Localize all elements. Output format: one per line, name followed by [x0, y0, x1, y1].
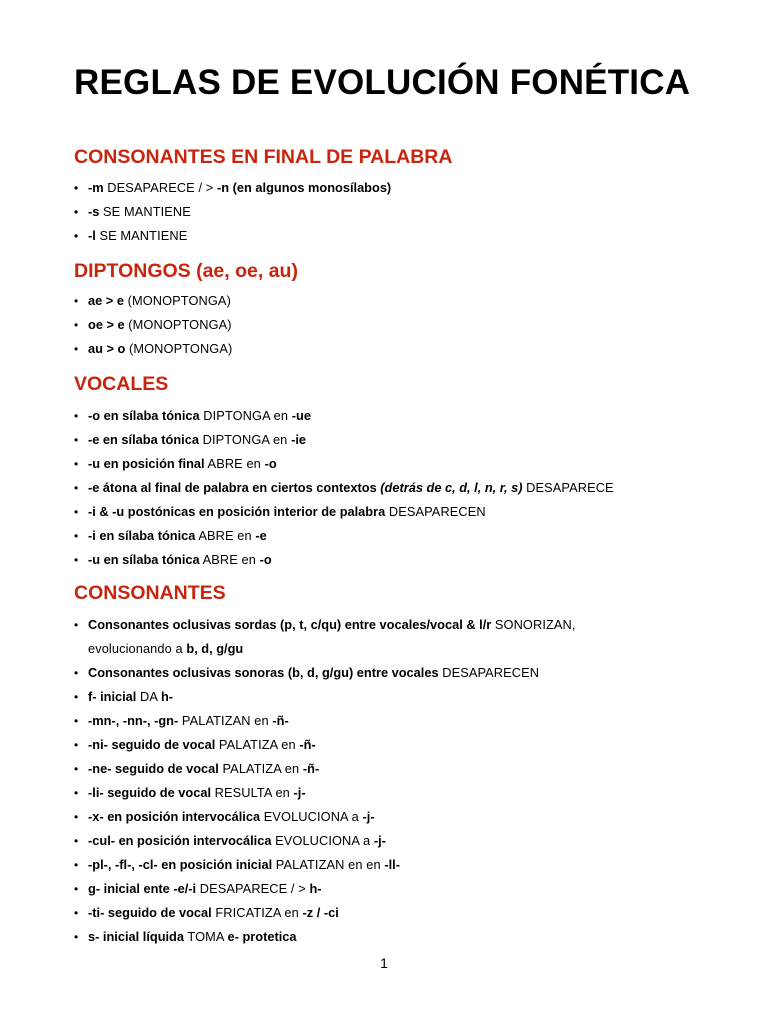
rule-item — [74, 337, 714, 361]
rule-result-text: DESAPARECE — [522, 480, 614, 495]
section-consonantes-final — [74, 145, 714, 248]
rule-result-text: TOMA — [184, 929, 228, 944]
rule-term-text: (detrás de c, d, l, n, r, s) — [380, 480, 523, 495]
rule-result-text: (MONOPTONGA) — [125, 341, 233, 356]
rule-term-text: -ie — [291, 432, 306, 447]
rule-term-text: s- inicial líquida — [88, 929, 184, 944]
rule-item — [74, 685, 714, 709]
rule-term-text: oe > e — [88, 317, 125, 332]
rule-item — [74, 661, 714, 685]
rule-term-text: -ti- seguido de vocal — [88, 905, 212, 920]
rule-result-text: DESAPARECE / > — [196, 881, 310, 896]
rule-item — [74, 877, 714, 901]
rule-term-text: h- — [160, 689, 174, 704]
rule-item — [74, 452, 714, 476]
rule-term-text: -u en posición final — [88, 456, 205, 471]
rule-result-text: DESAPARECEN — [438, 665, 540, 680]
rule-term-text: -cul- en posición intervocálica — [88, 833, 272, 848]
rule-term-text: -ni- seguido de vocal — [88, 737, 216, 752]
rule-term-text: -ue — [291, 408, 311, 423]
rule-result-text: DIPTONGA en — [198, 432, 292, 447]
rule-term-text: -pl-, -fl-, -cl- en posición inicial — [88, 857, 273, 872]
rule-item — [74, 313, 714, 337]
rule-term-text: -e átona al final de palabra en ciertos contextos — [88, 480, 381, 495]
rule-term-text: -l — [88, 228, 96, 243]
rule-item — [74, 176, 714, 200]
section-diptongos — [74, 259, 714, 361]
section-vocales — [74, 372, 714, 572]
rule-term-text: au > o — [88, 341, 126, 356]
rule-continuation-line — [88, 637, 648, 661]
document-title: REGLAS DE EVOLUCIÓN FONÉTICA — [74, 63, 691, 102]
rule-term-text: -ll- — [384, 857, 400, 872]
rule-result-text: FRICATIZA en — [211, 905, 303, 920]
section-heading: CONSONANTES EN FINAL DE PALABRA — [74, 146, 453, 168]
rule-term-text: -i & -u postónicas en posición interior de palabra — [88, 504, 386, 519]
rule-item — [74, 781, 714, 805]
rule-term-text: -s — [88, 204, 100, 219]
rule-term-text: -m — [88, 180, 104, 195]
rule-term-text: -j- — [293, 785, 306, 800]
rule-list — [74, 613, 714, 949]
rule-item — [74, 733, 714, 757]
rule-result-text: RESULTA en — [211, 785, 294, 800]
rule-item — [74, 524, 714, 548]
rule-result-text: (MONOPTONGA) — [123, 293, 231, 308]
rule-item — [74, 404, 714, 428]
rule-item — [74, 500, 714, 524]
rule-term-text: -e — [255, 528, 267, 543]
rule-term-text: f- inicial — [88, 689, 137, 704]
rule-term-text: b, d, g/gu — [186, 641, 244, 656]
rule-result-text: ABRE en — [204, 456, 265, 471]
rule-list — [74, 289, 714, 361]
rule-result-text: DA — [136, 689, 161, 704]
rule-term-text: -o — [264, 456, 277, 471]
rule-list — [74, 176, 714, 248]
page-number: 1 — [380, 955, 388, 971]
rule-term-text: -j- — [373, 833, 386, 848]
rule-term-text: -li- seguido de vocal — [88, 785, 212, 800]
section-heading: CONSONANTES — [74, 582, 226, 604]
rule-result-text: PALATIZAN en — [178, 713, 273, 728]
rule-term-text: -o — [259, 552, 272, 567]
rule-result-text: PALATIZA en — [215, 737, 300, 752]
rule-item — [74, 200, 714, 224]
rule-term-text: -x- en posición intervocálica — [88, 809, 261, 824]
rule-item — [74, 428, 714, 452]
rule-item — [74, 829, 714, 853]
rule-term-text: -ñ- — [302, 761, 320, 776]
rule-term-text: Consonantes oclusivas sordas (p, t, c/qu) entre vocales/vocal & l/r — [88, 617, 492, 632]
rule-item — [74, 709, 714, 733]
rule-term-text: -ne- seguido de vocal — [88, 761, 219, 776]
rule-result-text: PALATIZAN en en — [272, 857, 385, 872]
rule-term-text: -mn-, -nn-, -gn- — [88, 713, 179, 728]
rule-result-text: SE MANTIENE — [95, 228, 188, 243]
rule-result-text: DIPTONGA en — [199, 408, 292, 423]
rule-result-text: ABRE en — [195, 528, 256, 543]
rule-term-text: ae > e — [88, 293, 124, 308]
rule-term-text: -u en sílaba tónica — [88, 552, 200, 567]
rule-result-text: SE MANTIENE — [99, 204, 191, 219]
rule-term-text: Consonantes oclusivas sonoras (b, d, g/gu) entre vocales — [88, 665, 439, 680]
rule-result-text: DESAPARECEN — [385, 504, 486, 519]
rule-term-text: -ñ- — [299, 737, 316, 752]
rule-item — [74, 853, 714, 877]
rule-item — [74, 289, 714, 313]
section-heading: VOCALES — [74, 373, 169, 395]
rule-result-text: evolucionando a — [88, 641, 187, 656]
rule-item — [74, 476, 714, 500]
rule-term-text: -e en sílaba tónica — [88, 432, 199, 447]
rule-result-text: ABRE en — [199, 552, 260, 567]
rule-result-text: DESAPARECE / > — [103, 180, 218, 195]
rule-term-text: g- inicial ente -e/-i — [88, 881, 197, 896]
rule-item — [74, 757, 714, 781]
rule-result-text: EVOLUCIONA a — [260, 809, 363, 824]
rule-term-text: -j- — [362, 809, 375, 824]
rule-list — [74, 404, 714, 572]
rule-result-text: PALATIZA en — [218, 761, 303, 776]
rule-result-text: (MONOPTONGA) — [124, 317, 232, 332]
section-consonantes — [74, 581, 714, 949]
rule-term-text: -z / -ci — [302, 905, 339, 920]
rule-result-text: EVOLUCIONA a — [271, 833, 374, 848]
rule-item — [74, 805, 714, 829]
rule-item — [74, 224, 714, 248]
rule-result-text: SONORIZAN, — [491, 617, 576, 632]
section-heading: DIPTONGOS (ae, oe, au) — [74, 260, 298, 282]
rule-term-text: -ñ- — [272, 713, 289, 728]
rule-item — [74, 901, 714, 925]
rule-item — [74, 925, 714, 949]
rule-item — [74, 548, 714, 572]
rule-item — [74, 613, 648, 661]
rule-term-text: -i en sílaba tónica — [88, 528, 196, 543]
rule-term-text: h- — [309, 881, 322, 896]
rule-term-text: -n (en algunos monosílabos) — [217, 180, 392, 195]
rule-term-text: -o en sílaba tónica — [88, 408, 200, 423]
rule-term-text: e- protetica — [227, 929, 297, 944]
